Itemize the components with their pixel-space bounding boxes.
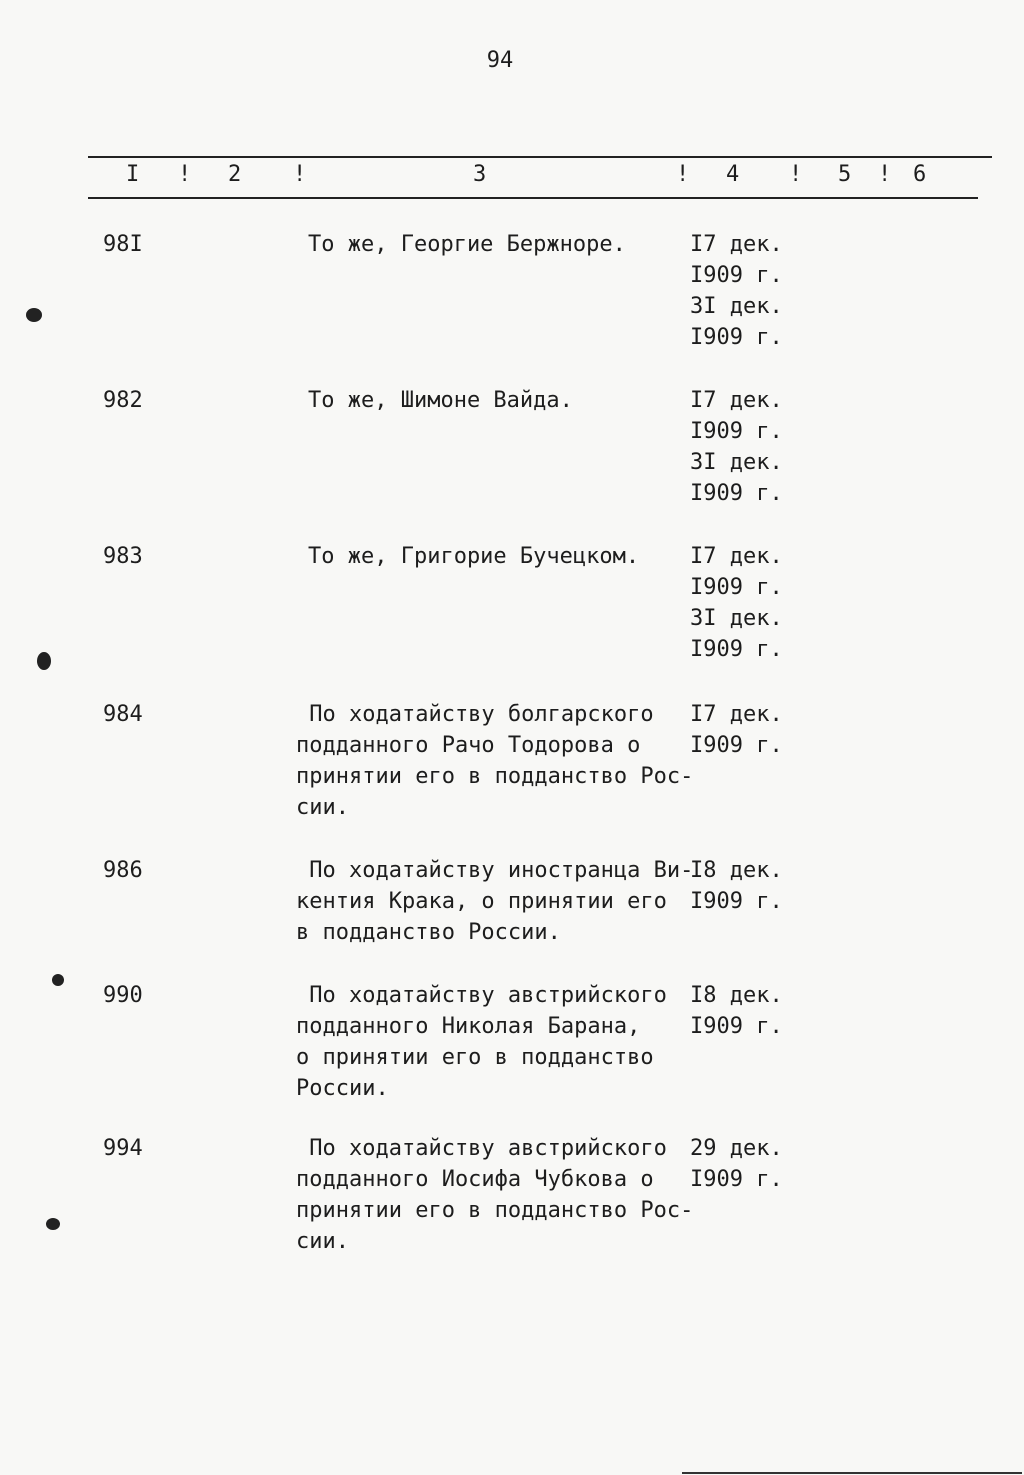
entry-dates: I7 дек. I909 г. 3I дек. I909 г. (690, 232, 783, 350)
entry-number: 986 (103, 858, 143, 883)
column-header-row (0, 162, 1024, 190)
entry-number: 98I (103, 232, 143, 257)
entry-title: По ходатайству австрийского подданного Иосифа Чубкова о принятии его в подданство Рос- сии. (296, 1136, 694, 1254)
entry-dates: 29 дек. I909 г. (690, 1136, 783, 1192)
entry-number: 990 (103, 983, 143, 1008)
entry-dates: I8 дек. I909 г. (690, 983, 783, 1039)
entry-title: По ходатайству австрийского подданного Николая Барана, о принятии его в подданство России. (296, 983, 667, 1101)
entry-number: 982 (103, 388, 143, 413)
column-separator: ! (293, 162, 307, 187)
binding-hole-mark (52, 974, 64, 986)
entry-title: То же, Георгие Бержноре. (308, 232, 626, 257)
entry-title: То же, Григорие Бучецком. (308, 544, 640, 569)
column-separator: ! (178, 162, 192, 187)
header-bottom-rule (88, 197, 978, 199)
entry-title: По ходатайству болгарского подданного Рачо Тодорова о принятии его в подданство Рос- сии. (296, 702, 694, 820)
entry-dates: I7 дек. I909 г. 3I дек. I909 г. (690, 544, 783, 662)
column-header-6: 6 (913, 162, 927, 187)
binding-hole-mark (37, 652, 51, 670)
column-header-3: 3 (473, 162, 487, 187)
entry-number: 994 (103, 1136, 143, 1161)
column-header-2: 2 (228, 162, 242, 187)
column-separator: ! (676, 162, 690, 187)
entry-dates: I8 дек. I909 г. (690, 858, 783, 914)
column-separator: ! (789, 162, 803, 187)
entry-number: 983 (103, 544, 143, 569)
column-header-4: 4 (726, 162, 740, 187)
entry-title: То же, Шимоне Вайда. (308, 388, 573, 413)
header-top-rule (88, 156, 992, 158)
binding-hole-mark (46, 1218, 60, 1230)
page-number: 94 (486, 48, 514, 73)
binding-hole-mark (26, 308, 42, 322)
entry-number: 984 (103, 702, 143, 727)
entry-title: По ходатайству иностранца Ви- кентия Крака, о принятии его в подданство России. (296, 858, 694, 945)
column-separator: ! (878, 162, 892, 187)
entry-dates: I7 дек. I909 г. (690, 702, 783, 758)
column-header-1: I (126, 162, 140, 187)
column-header-5: 5 (838, 162, 852, 187)
entry-dates: I7 дек. I909 г. 3I дек. I909 г. (690, 388, 783, 506)
bottom-edge-mark (682, 1472, 1022, 1474)
